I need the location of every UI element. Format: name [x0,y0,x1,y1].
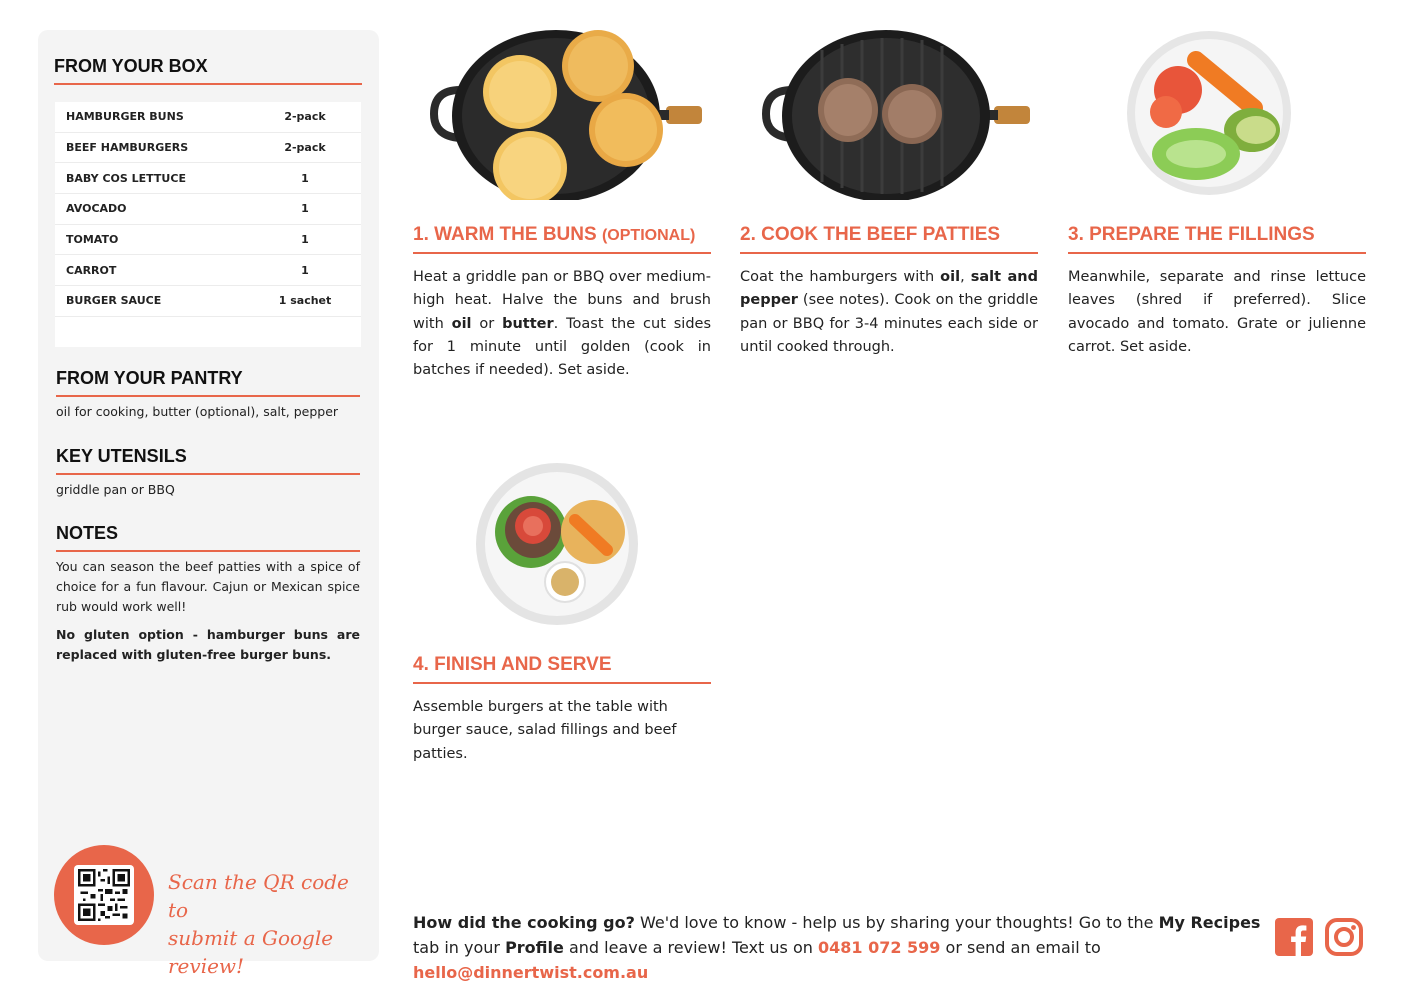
review-footer [413,910,1263,985]
ingredient-name: HAMBURGER BUNS [66,110,184,124]
step-3-title: 3. PREPARE THE FILLINGS [1068,224,1366,254]
patties-on-griddle-image [762,30,1030,200]
instagram-icon[interactable] [1325,918,1363,956]
ingredient-row [55,133,361,164]
footer-text: tab in your [413,938,506,957]
ingredient-row [55,255,361,286]
ingredient-row [55,194,361,225]
step-text: (see notes). Cook on the griddle pan or BBQ for 3-4 minutes each side or until cooked through. [740,292,1038,355]
ingredient-qty: 1 [301,233,309,247]
step-text: Meanwhile, separate and rinse lettuce leaves (shred if preferred). Slice avocado and tomato. Grate or julienne carrot. Set aside. [1068,269,1366,355]
step-1-title [413,224,711,254]
ingredient-name: AVOCADO [66,202,127,216]
ingredient-qty: 1 [301,263,309,277]
buns-on-griddle-image [430,30,702,200]
qr-text-line: Scan the QR code to [168,870,349,922]
ingredient-row [55,286,361,317]
step-text-bold: salt and pepper [740,269,1038,309]
step-text-bold: butter [502,315,554,332]
qr-code-frame[interactable] [74,865,134,925]
ingredient-qty: 2-pack [284,141,326,155]
qr-review-text [168,868,368,980]
from-your-box-title: FROM YOUR BOX [54,56,362,85]
footer-text: and leave a review! Text us on [563,938,818,957]
qr-badge [54,845,154,945]
step-2-body [740,266,1038,359]
notes-text: You can season the beef patties with a spice of choice for a fun flavour. Cajun or Mexican spice rub would work well! [56,559,360,614]
email-link[interactable]: hello@dinnertwist.com.au [413,963,649,982]
step-text-bold: oil [940,269,961,285]
ingredient-row [55,163,361,194]
sidebar [38,30,379,978]
qr-text-line: submit a Google review! [168,926,334,978]
step-4-title: 4. FINISH AND SERVE [413,654,711,684]
step-3-body [1068,266,1366,359]
notes-title: NOTES [56,523,360,552]
pantry-title: FROM YOUR PANTRY [56,368,360,397]
ingredient-name: CARROT [66,263,117,277]
phone-link[interactable]: 0481 072 599 [817,938,941,957]
step-4-body [413,696,711,766]
pantry-text: oil for cooking, butter (optional), salt, pepper [56,404,339,419]
step-2-title: 2. COOK THE BEEF PATTIES [740,224,1038,254]
salad-fillings-image [1126,30,1292,196]
step-text: Coat the hamburgers with [740,269,941,285]
step-1-body [413,266,711,382]
qr-code-icon [78,869,130,921]
ingredients-table [55,102,361,347]
ingredient-row [55,102,361,133]
utensils-title: KEY UTENSILS [56,446,360,475]
notes-gluten-option: No gluten option - hamburger buns are replaced with gluten-free burger buns. [56,627,360,662]
step-text: or [471,315,503,332]
step-title-optional: (OPTIONAL) [601,227,696,244]
ingredient-row [55,225,361,256]
step-text: , [960,269,971,285]
ingredient-qty: 1 [301,171,309,185]
step-text: Assemble burgers at the table with burger sauce, salad fillings and beef patties. [413,699,677,762]
ingredient-qty: 1 [301,202,309,216]
ingredient-name: BEEF HAMBURGERS [66,141,189,155]
ingredient-qty: 1 sachet [278,294,332,308]
step-text-bold: oil [451,315,472,332]
ingredient-name: BURGER SAUCE [66,294,162,308]
ingredient-name: TOMATO [66,233,119,247]
footer-question: How did the cooking go? [413,913,635,932]
utensils-text: griddle pan or BBQ [56,482,175,497]
step-title-text: 1. WARM THE BUNS [413,224,597,245]
my-recipes-link[interactable]: My Recipes [1158,913,1261,932]
footer-text: or send an email to [940,938,1101,957]
footer-text: We'd love to know - help us by sharing your thoughts! Go to the [634,913,1159,932]
facebook-icon[interactable] [1275,918,1313,956]
ingredient-qty: 2-pack [284,110,326,124]
assembled-burger-image [475,462,639,626]
ingredient-name: BABY COS LETTUCE [66,171,186,185]
step-text: . Toast the cut sides for 1 minute until golden (cook in batches if needed). Set aside. [413,315,711,379]
step-text: Heat a griddle pan or BBQ over medium-high heat. Halve the buns and brush with [413,269,711,332]
profile-link[interactable]: Profile [505,938,564,957]
